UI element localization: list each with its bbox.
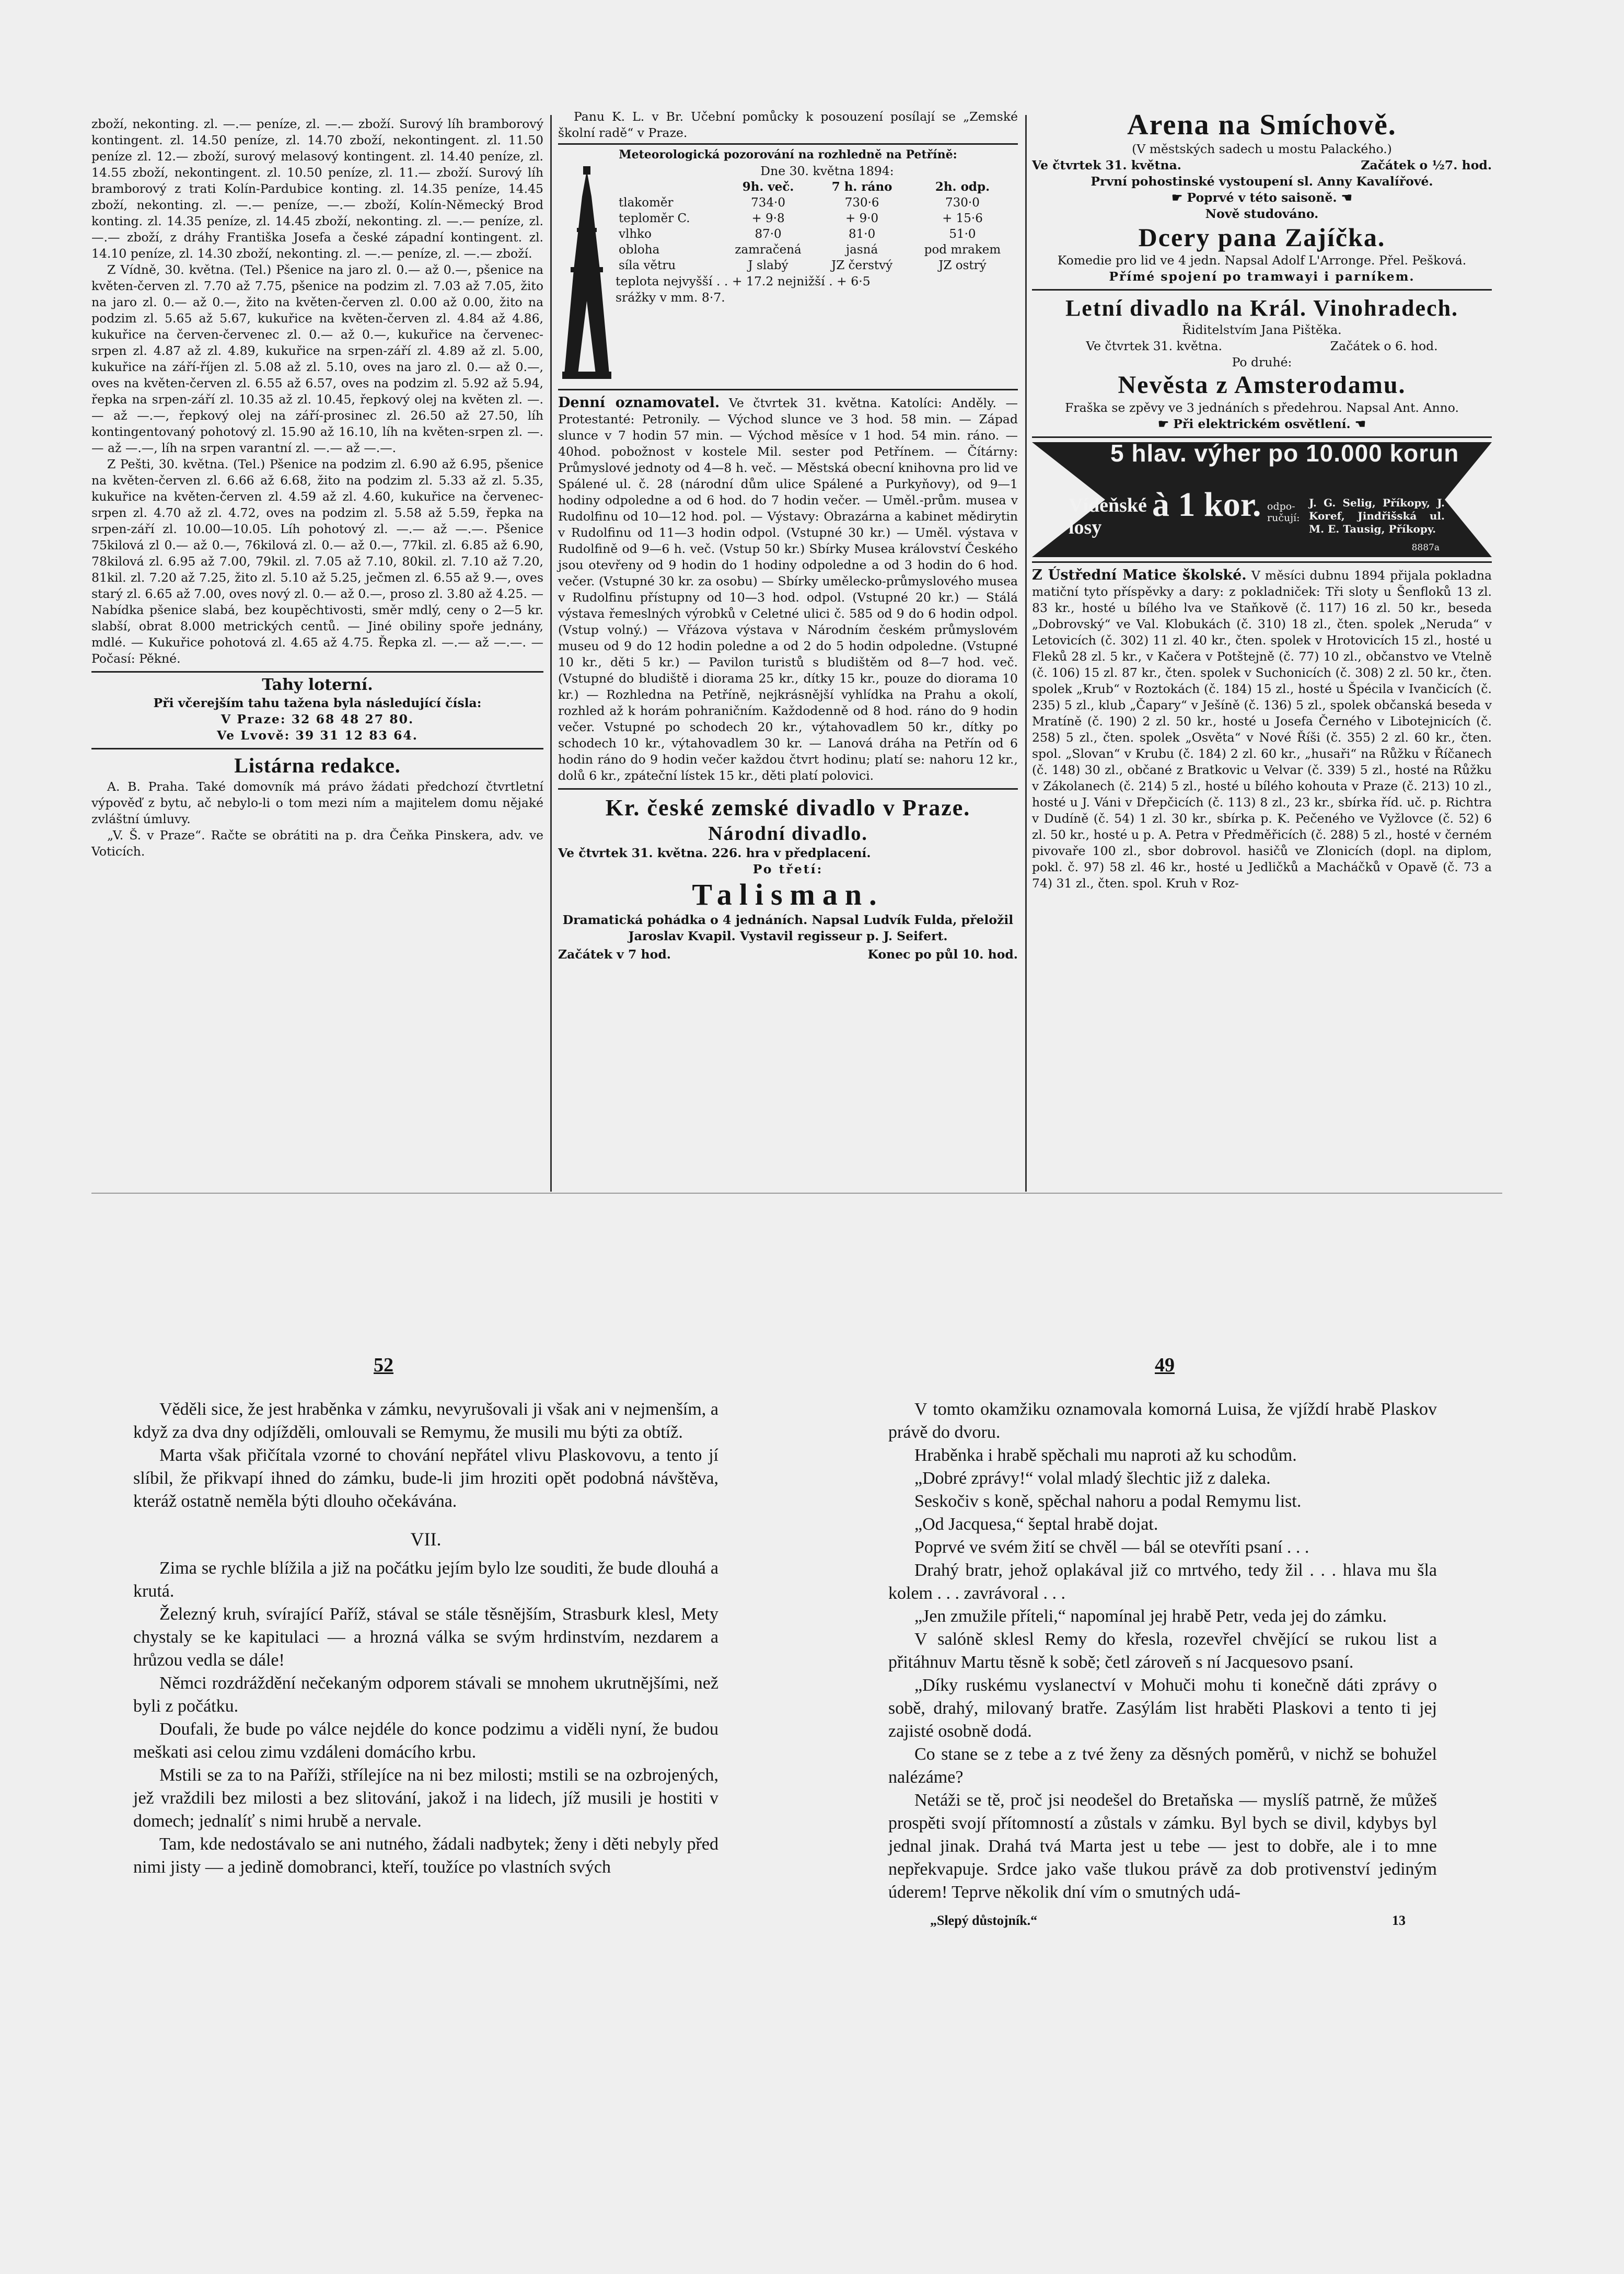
- meteo-table: [616, 179, 1018, 273]
- divider: [558, 788, 1018, 790]
- ad-sellers: J. G. Selig, Příkopy, J. Koref, Jindřišská ul. M. E. Tausig, Příkopy.: [1309, 497, 1445, 535]
- arena-date: Ve čtvrtek 31. května.: [1032, 158, 1181, 172]
- meteo-extra: teplota nejvyšší . . + 17.2 nejnižší . + 6·5: [616, 274, 871, 288]
- ad-lots: Vídeňské losy: [1069, 494, 1147, 538]
- meteo-extra: srážky v mm. 8·7.: [616, 290, 725, 305]
- meteo-value: + 15·6: [942, 212, 983, 225]
- summer-description: Fraška se zpěvy ve 3 jednáních s předehrou. Napsal Ant. Anno.: [1065, 400, 1459, 415]
- meteo-header-row: [616, 179, 1018, 195]
- meteo-value: + 9·8: [751, 212, 785, 225]
- lottery-lvov: Ve Lvově: 39 31 12 83 64.: [217, 728, 418, 743]
- arena-guest: První pohostinské vystoupení sl. Anny Kavalířové.: [1091, 174, 1433, 189]
- meteo-row: [616, 242, 1018, 258]
- meteo-col-header: 2h. odp.: [935, 180, 990, 194]
- lottery-heading: Tahy loterní.: [262, 676, 373, 694]
- arena-play-title: Dcery pana Zajíčka.: [1138, 223, 1386, 252]
- novel-paragraph: „Od Jacquesa,“ šeptal hrabě dojat.: [914, 1515, 1158, 1534]
- column-market-reports: [91, 116, 543, 860]
- arena-new: Nově studováno.: [1205, 206, 1319, 221]
- ad-headline: 5 hlav. výher po 10.000 korun: [1110, 442, 1459, 467]
- page-number-right: 49: [1155, 1354, 1175, 1376]
- novel-paragraph: Doufali, že bude po válce nejdéle do konce podzimu a viděli nyní, že budou meškati asi celou zimu vzdáleni domácího krbu.: [133, 1719, 718, 1762]
- novel-right-page: [888, 1398, 1437, 1932]
- letters-text: A. B. Praha. Také domovník má právo žádati předchozí čtvrtletní výpověď z bytu, ač nebylo-li o tom mezi ním a majitelem domu nějaké zvláštní úmluvy.: [91, 779, 543, 826]
- letters-heading: Listárna redakce.: [234, 754, 401, 777]
- market-text: zboží, nekonting. zl. —.— peníze, zl. —.— zboží. Surový líh bramborový kontingent. zl. 14.50 peníze, zl. 14.70 zboží, nekontingent. zl. 11.50 peníze zl. 12.— zboží, surový melasový kontingent. zl. 14.40 peníze, zl. 14.55 zboží, nekontingent. zl. 10.50 peníze, zl. 11.— zboží. Surový líh bramborový z trati Kolín-Pardubice konting. zl. 14.35 peníze, 14.45 zboží, nekonting. zl. —.— peníze, —.— zboží, Kolín-Německý Brod konting. zl. 14.35 peníze, zl. 14.45 zboží, nekonting. zl. —.— peníze, zl. —.— zboží, z dráhy Františka Josefa a české západní kontingent. zl. 14.10 peníze, zl. 14.30 zboží, nekonting. zl. —.— peníze, zl. —.— zboží.: [91, 117, 543, 261]
- novel-paragraph: Němci rozdráždění nečekaným odporem stávali se mnohem ukrutnějšími, než byli z počátku.: [133, 1673, 718, 1716]
- daily-heading: Denní oznamovatel.: [558, 395, 720, 411]
- ad-code: 8887a: [1411, 542, 1440, 553]
- summer-director: Řiditelstvím Jana Pištěka.: [1182, 322, 1342, 337]
- arena-start: Začátek o ½7. hod.: [1361, 158, 1492, 172]
- divider: [1032, 561, 1492, 563]
- pointing-hand-icon: ☚: [1341, 190, 1352, 205]
- novel-left-page: [133, 1398, 718, 1879]
- meteo-date: Dne 30. května 1894:: [760, 164, 894, 178]
- theatre-heading: Kr. české zemské divadlo v Praze.: [605, 795, 971, 821]
- novel-paragraph: Drahý bratr, jehož oplakával již co mrtvého, tedy žil . . . hlava mu šla kolem . . . zavrávoral . . .: [888, 1561, 1437, 1603]
- meteo-value: 730·0: [945, 196, 980, 210]
- meteo-value: pod mrakem: [924, 243, 1001, 257]
- meteo-value: 734·0: [751, 196, 785, 210]
- meteo-row: [616, 226, 1018, 242]
- novel-paragraph: „Dobré zprávy!“ volal mladý šlechtic již z daleka.: [914, 1469, 1271, 1488]
- meteo-heading: Meteorologická pozorování na rozhledně na Petříně:: [619, 148, 957, 161]
- lottery-intro: Při včerejším tahu tažena byla následující čísla:: [153, 696, 482, 710]
- column-rule-left: [550, 115, 552, 1192]
- novel-footer-number: 13: [1392, 1913, 1406, 1928]
- novel-paragraph: V tomto okamžiku oznamovala komorná Luisa, že vjíždí hrabě Plaskov právě do dvoru.: [888, 1400, 1437, 1442]
- theatre-description: Dramatická pohádka o 4 jednáních. Napsal Ludvík Fulda, přeložil Jaroslav Kvapil. Vystavil regisseur p. J. Seifert.: [562, 913, 1014, 943]
- divider: [558, 143, 1018, 145]
- column-rule-right: [1025, 115, 1027, 1192]
- arena-first: Poprvé v této saisoně.: [1187, 190, 1337, 205]
- ad-price: à 1 kor.: [1152, 486, 1261, 524]
- chapter-heading: VII.: [410, 1529, 442, 1550]
- divider: [558, 389, 1018, 390]
- page-number-left: 52: [374, 1354, 393, 1376]
- novel-paragraph: Tam, kde nedostávalo se ani nutného, žádali nadbytek; ženy i děti nebyly před nimi jisty — a jedině domobranci, kteří, toužíce po vlastních svých: [133, 1834, 718, 1877]
- summer-start: Začátek o 6. hod.: [1330, 339, 1438, 353]
- novel-paragraph: V salóně sklesl Remy do křesla, rozevřel chvějící se rukou list a přitáhnuv Martu těsně k sobě; četl zároveň s ní Jacquesovo psaní.: [888, 1630, 1437, 1672]
- pointing-hand-icon: ☛: [1158, 417, 1169, 431]
- meteo-value: + 9·0: [845, 212, 879, 225]
- notice-text: Panu K. L. v Br. Učební pomůcky k posouzení posílají se „Zemské školní radě“ v Praze.: [558, 109, 1018, 140]
- lottery-advertisement: [1032, 442, 1492, 557]
- meteo-label: teploměr C.: [619, 212, 690, 225]
- summer-second: Po druhé:: [1232, 355, 1292, 370]
- summer-date: Ve čtvrtek 31. května.: [1086, 339, 1223, 353]
- meteo-value: 87·0: [755, 227, 782, 241]
- lottery-prague: V Praze: 32 68 48 27 80.: [221, 712, 414, 726]
- novel-footer-title: „Slepý důstojník.“: [930, 1913, 1038, 1928]
- pointing-hand-icon: ☚: [1354, 417, 1366, 431]
- theatre-play-title: Talisman.: [692, 878, 884, 911]
- meteo-label: tlakoměr: [619, 196, 674, 210]
- meteo-col-header: 9h. več.: [742, 180, 794, 194]
- ad-sellers-label: odpo-ručují:: [1267, 501, 1300, 524]
- novel-paragraph: Marta však přičítala vzorné to chování nepřátel vlivu Plaskovovu, a tento jí slíbil, že přikvapí ihned do zámku, bude-li jim hroziti opět podobná návštěva, kteráž ostatně neměla býti dlouho očekávána.: [133, 1446, 718, 1511]
- arena-description: Komedie pro lid ve 4 jedn. Napsal Adolf L'Arronge. Přel. Pešková.: [1057, 253, 1467, 268]
- divider: [1032, 436, 1492, 438]
- meteo-label: obloha: [619, 243, 660, 257]
- petrin-tower-icon: [558, 165, 616, 385]
- meteo-value: JZ ostrý: [938, 259, 987, 272]
- meteo-value: 81·0: [849, 227, 876, 241]
- matice-heading: Z Ústřední Matice školské.: [1032, 567, 1247, 583]
- summer-theatre-heading: Letní divadlo na Král. Vinohradech.: [1065, 295, 1459, 321]
- novel-paragraph: Věděli sice, že jest hraběnka v zámku, nevyrušovali ji však ani v nejmenším, a když za dva dny odjížděli, omlouvali se Remymu, že musili mu býti za obtíž.: [133, 1400, 718, 1442]
- summer-light: Při elektrickém osvětlení.: [1173, 417, 1351, 431]
- theatre-performance: Po třetí:: [752, 862, 823, 876]
- arena-tram: Přímé spojení po tramwayi i parníkem.: [1109, 269, 1415, 284]
- column-daily-info: [558, 109, 1018, 963]
- meteo-label: vlhko: [619, 227, 652, 241]
- novel-paragraph: Netáži se tě, proč jsi neodešel do Bretaňska — myslíš patrně, že můžeš prospěti svojí přítomností a zůstals v zámku. Byl bych se divil, kdybys byl jednal jinak. Drahá tvá Marta jest u tebe — jest to dobře, ale i to mne nepřekvapuje. Srdce jako vaše tlukou právě za dob protivenství jediným úderem! Teprve několik dní vím o smutných udá-: [888, 1791, 1437, 1902]
- daily-text: Ve čtvrtek 31. května. Katolíci: Anděly. — Protestanté: Petronily. — Východ slunce ve 3 hod. 58 min. — Západ slunce v 7 hodin 57 min. — Východ měsíce v 1 hod. 54 min. ráno. — 40hod. pobožnost v kostele Mil. sester pod Petřínem. — Čítárny: Průmyslové jednoty od 4—8 h. več. — Městská obecní knihovna pro lid ve Spálené ul. č. 28 (národní dům ulice Spálené a Purkyňovy), od 9—1 hodiny odpoledne a od 6 hod. do 7 hodin večer. — Uměl.-prům. musea v Rudolfinu od 10—12 hod. pol. — Výstavy: Obrazárna a kabinet mědirytin v Rudolfinu od 11—3 hodin odpol. (Vstupné 30 kr.) — Uměl. výstava v Rudolfině od 9—6 h. več. (Vstup 50 kr.) Sbírky Musea království Českého jsou otevřeny od 9 hodin do 1 hodiny odpoledne a od 3 hodin do 6 hod. večer. (Vstupné 30 kr. za osobu) — Sbírky umělecko-průmyslového musea v Rudolfinu přístupny od 10—3 hod. odpol. (Vstupné 20 kr.) — Stálá výstava řemeslných výrobků v Celetné ulici č. 585 od 9 do 6 hodin odpol. (Vstup volný.) — Vřázova výstava v Národním českém průmyslovém museu od 9 do 12 hodin poledne a od 2 do 5 hodin odpoledne. (Vstupné 10 kr., děti 5 kr.) — Pavilon turistů s bludištěm od 8—7 hod. več. (Vstupné do bludiště i diorama 25 kr., dítky 15 kr., pouze do diorama 10 kr.) — Rozhledna na Petříně, nejkrásnější vyhlídka na Prahu a okolí, rozhled až k horám pohraničním. Každodenně od 8 hod. ráno do 9 hodin večer. Vstupné po schodech 20 kr., výtahovadlem 50 kr., dítky po schodech 10 kr., výtahovadlem 30 kr. — Lanová dráha na Petřín od 6 hodin ráno do 9 hodin večer každou čtvrt hodinu; platí se: nahoru 12 kr., dolů 6 kr., zpáteční lístek 15 kr., děti platí polovici.: [558, 396, 1018, 783]
- novel-paragraph: „Jen zmužile příteli,“ napomínal jej hrabě Petr, veda jej do zámku.: [914, 1607, 1387, 1626]
- divider: [91, 748, 543, 749]
- letters-text: „V. Š. v Praze“. Račte se obrátiti na p. dra Čeňka Pinskera, adv. ve Voticích.: [91, 828, 543, 859]
- meteo-row: [616, 258, 1018, 273]
- novel-paragraph: Mstili se za to na Paříži, střílejíce na ni bez milosti; mstili se na ozbrojených, jež vraždili bez milosti a bez slitování, jakož i na lidech, jíž musili je hostiti v domech; jednalíť s nimi hrubě a nervale.: [133, 1765, 718, 1831]
- meteo-label: síla větru: [619, 259, 676, 272]
- summer-play-title: Nevěsta z Amsterodamu.: [1118, 371, 1406, 399]
- arena-heading: Arena na Smíchově.: [1127, 109, 1397, 141]
- meteo-value: J slabý: [748, 259, 788, 272]
- novel-paragraph: Poprvé ve svém žití se chvěl — bál se otevříti psaní . . .: [914, 1538, 1309, 1557]
- meteo-value: JZ čerstvý: [831, 259, 893, 272]
- matice-text: V měsíci dubnu 1894 přijala pokladna matiční tyto příspěvky a dary: z pokladniček: Tři sloty u Šenfloků 13 zl. 83 kr., hosté u bílého lva ve Staňkově (č. 117) 16 zl. 50 kr., beseda „Dobrovský“ ve Val. Klobukách (č. 310) 18 zl., čten. spolek „Neruda“ v Letovicích (č. 302) 11 zl. 40 kr., čten. spolek v Hrotovicích 15 zl., hosté u Fleků 28 zl. 5 kr., v Kačera v Potštejně (č. 77) 10 zl., občanstvo ve Vtelně (č. 106) 15 zl. 87 kr., čten. spolek v Suchonicích (č. 308) 2 zl. 50 kr., čten. spolek „Krub“ v Roztokách (č. 184) 15 zl., hosté u Špécila v Ivančicích (č. 235) 5 zl., klub „Čapary“ v Ješíně (č. 136) 5 zl., spolek občanská beseda v Mratíně (č. 190) 2 zl. 50 kr., hosté u Josefa Černého v Libotejnicích (č. 258) 5 zl., čten. spolek „Osvěta“ v Nové Říši (č. 355) 2 zl. 60 kr., čten. spol. „Slovan“ v Krubu (č. 184) 2 zl. 60 kr., „husaři“ na Růžku v Říčanech (č. 148) 30 zl., občané z Bratkovic u Velvar (č. 339) 5 zl., hosté na Růžku v Zákolanech (č. 214) 5 zl., hosté u bílého kohouta v Praze (č. 213) 10 zl., hosté u J. Váni v Dřepčicích (č. 113) 8 zl., 23 kr., sbírka říd. uč. p. Richtra v Dudíně (č. 54) 1 zl. 30 kr., sbírka p. K. Pečeného ve Vyžlovce (č. 52) 6 zl. 50 kr., hosté u p. A. Petra v Předměřicích (č. 288) 5 zl., hosté v černém pivovaře 100 zl., sbor dobrovol. hasičů ve Zlonicích (dopl. na diplom, pokl. č. 97) 58 zl. 46 kr., hosté u Jedličků a Macháčků v Opavě (č. 73 a 74) 31 zl., čten. spol. Kruh v Roz-: [1032, 568, 1492, 891]
- meteo-value: 51·0: [949, 227, 976, 241]
- theatre-start: Začátek v 7 hod.: [558, 947, 671, 962]
- divider: [1032, 289, 1492, 291]
- novel-paragraph: Seskočiv s koně, spěchal nahoru a podal Remymu list.: [914, 1492, 1302, 1511]
- section-rule-bottom: [91, 1193, 1502, 1194]
- theatre-end: Konec po půl 10. hod.: [867, 947, 1018, 962]
- meteo-value: zamračená: [735, 243, 802, 257]
- theatre-subheading: Národní divadlo.: [708, 823, 868, 845]
- column-theatres: [1032, 109, 1492, 892]
- pointing-hand-icon: ☛: [1171, 190, 1183, 205]
- pest-market-text: Z Pešti, 30. května. (Tel.) Pšenice na podzim zl. 6.90 až 6.95, pšenice na květen-červen zl. 6.66 až 6.68, žito na podzim zl. 5.33 až zl. 5.35, kukuřice na květen-červen zl. 4.59 až zl. 4.60, kukuřice na červenec-srpen zl. 4.70 až zl. 4.72, oves na podzim zl. 5.58 až 5.59, řepka na srpen-září zl. 10.00—10.05. Líh pohotový zl. —.— až —.—. Pšenice 75kilová zl 0.— až 0.—, 76kilová zl. 0.— až 0.—, 77kil. zl. 6.85 až 6.90, 78kilová zl. 6.95 až 7.00, 79kil. zl. 7.05 až 7.10, 80kil. zl. 7.10 až 7.20, 81kil. zl. 7.20 až 7.25, žito zl. 5.10 až 5.25, ječmen zl. 6.55 až 9.—, oves starý zl. 6.65 až 7.00, oves nový zl. 0.— až 0.—, proso zl. 3.80 až 4.25. — Nabídka pšenice slabá, bez koupěchtivosti, směr mdlý, ceny o 2—5 kr. slabší, obrat 8.000 metrických centů. — Jiné obiliny spoře jednány, mdlé. — Kukuřice pohotová zl. 4.65 až 4.75. Řepka zl. —.— až —.—. — Počasí: Pěkné.: [91, 457, 543, 666]
- meteo-col-header: 7 h. ráno: [831, 180, 892, 194]
- divider: [91, 671, 543, 673]
- arena-subheading: (V městských sadech u mostu Palackého.): [1132, 142, 1392, 156]
- arena-first-row: [1032, 190, 1492, 206]
- theatre-date: Ve čtvrtek 31. května. 226. hra v předplacení.: [558, 846, 871, 860]
- novel-paragraph: Železný kruh, svírající Paříž, stával se stále těsnějším, Strasburk klesl, Mety chystaly se ke kapitulaci — a hrozná válka se svým hrdinstvím, nezdarem a hrůzou vedla se dále!: [133, 1605, 718, 1670]
- novel-paragraph: Hraběnka i hrabě spěchali mu naproti až ku schodům.: [914, 1446, 1297, 1465]
- meteo-row: [616, 195, 1018, 211]
- vienna-market-text: Z Vídně, 30. května. (Tel.) Pšenice na jaro zl. 0.— až 0.—, pšenice na květen-červen zl. 7.70 až 7.75, pšenice na podzim zl. 7.03 až 7.05, žito na jaro zl. 0.— až 0.—, žito na květen-červen zl. 0.00 až 0.00, žito na podzim zl. 5.65 až 5.67, kukuřice na květen-červen zl. 4.84 až 4.86, kukuřice na červen-červenec zl. 0.— až 0.—, kukuřice na červenec-srpen zl. 4.87 až zl. 4.89, kukuřice na srpen-září zl. 4.89 až zl. 5.00, kukuřice na září-říjen zl. 5.08 až zl. 5.10, oves na jaro zl. 0.— až 0.—, oves na květen-červen zl. 6.55 až 6.57, oves na podzim zl. 5.92 až 5.94, řepka na srpen-září zl. 10.35 až zl. 10.45, řepkový olej na květen zl. —.— až —.—, řepkový olej na září-prosinec zl. 26.50 až 27.50, líh kontingentovaný pohotový zl. 15.90 až 16.10, líh na květen-srpen zl. —.— až —.—, líh na srpen varantní zl. —.— až —.—.: [91, 262, 543, 455]
- novel-paragraph: „Díky ruskému vyslanectví v Mohuči mohu ti konečně dáti zprávy o sobě, drahý, milovaný bratře. Zasýlám list hraběti Plaskovi a tento ti jej zajisté osobně dodá.: [888, 1676, 1437, 1741]
- meteo-row: [616, 211, 1018, 226]
- meteo-value: 730·6: [844, 196, 879, 210]
- novel-paragraph: Co stane se z tebe a z tvé ženy za děsných poměrů, v nichž se bohužel nalézáme?: [888, 1745, 1437, 1787]
- meteo-value: jasná: [846, 243, 878, 257]
- summer-light-row: [1032, 416, 1492, 432]
- novel-paragraph: Zima se rychle blížila a již na počátku jejím bylo lze souditi, že bude dlouhá a krutá.: [133, 1559, 718, 1601]
